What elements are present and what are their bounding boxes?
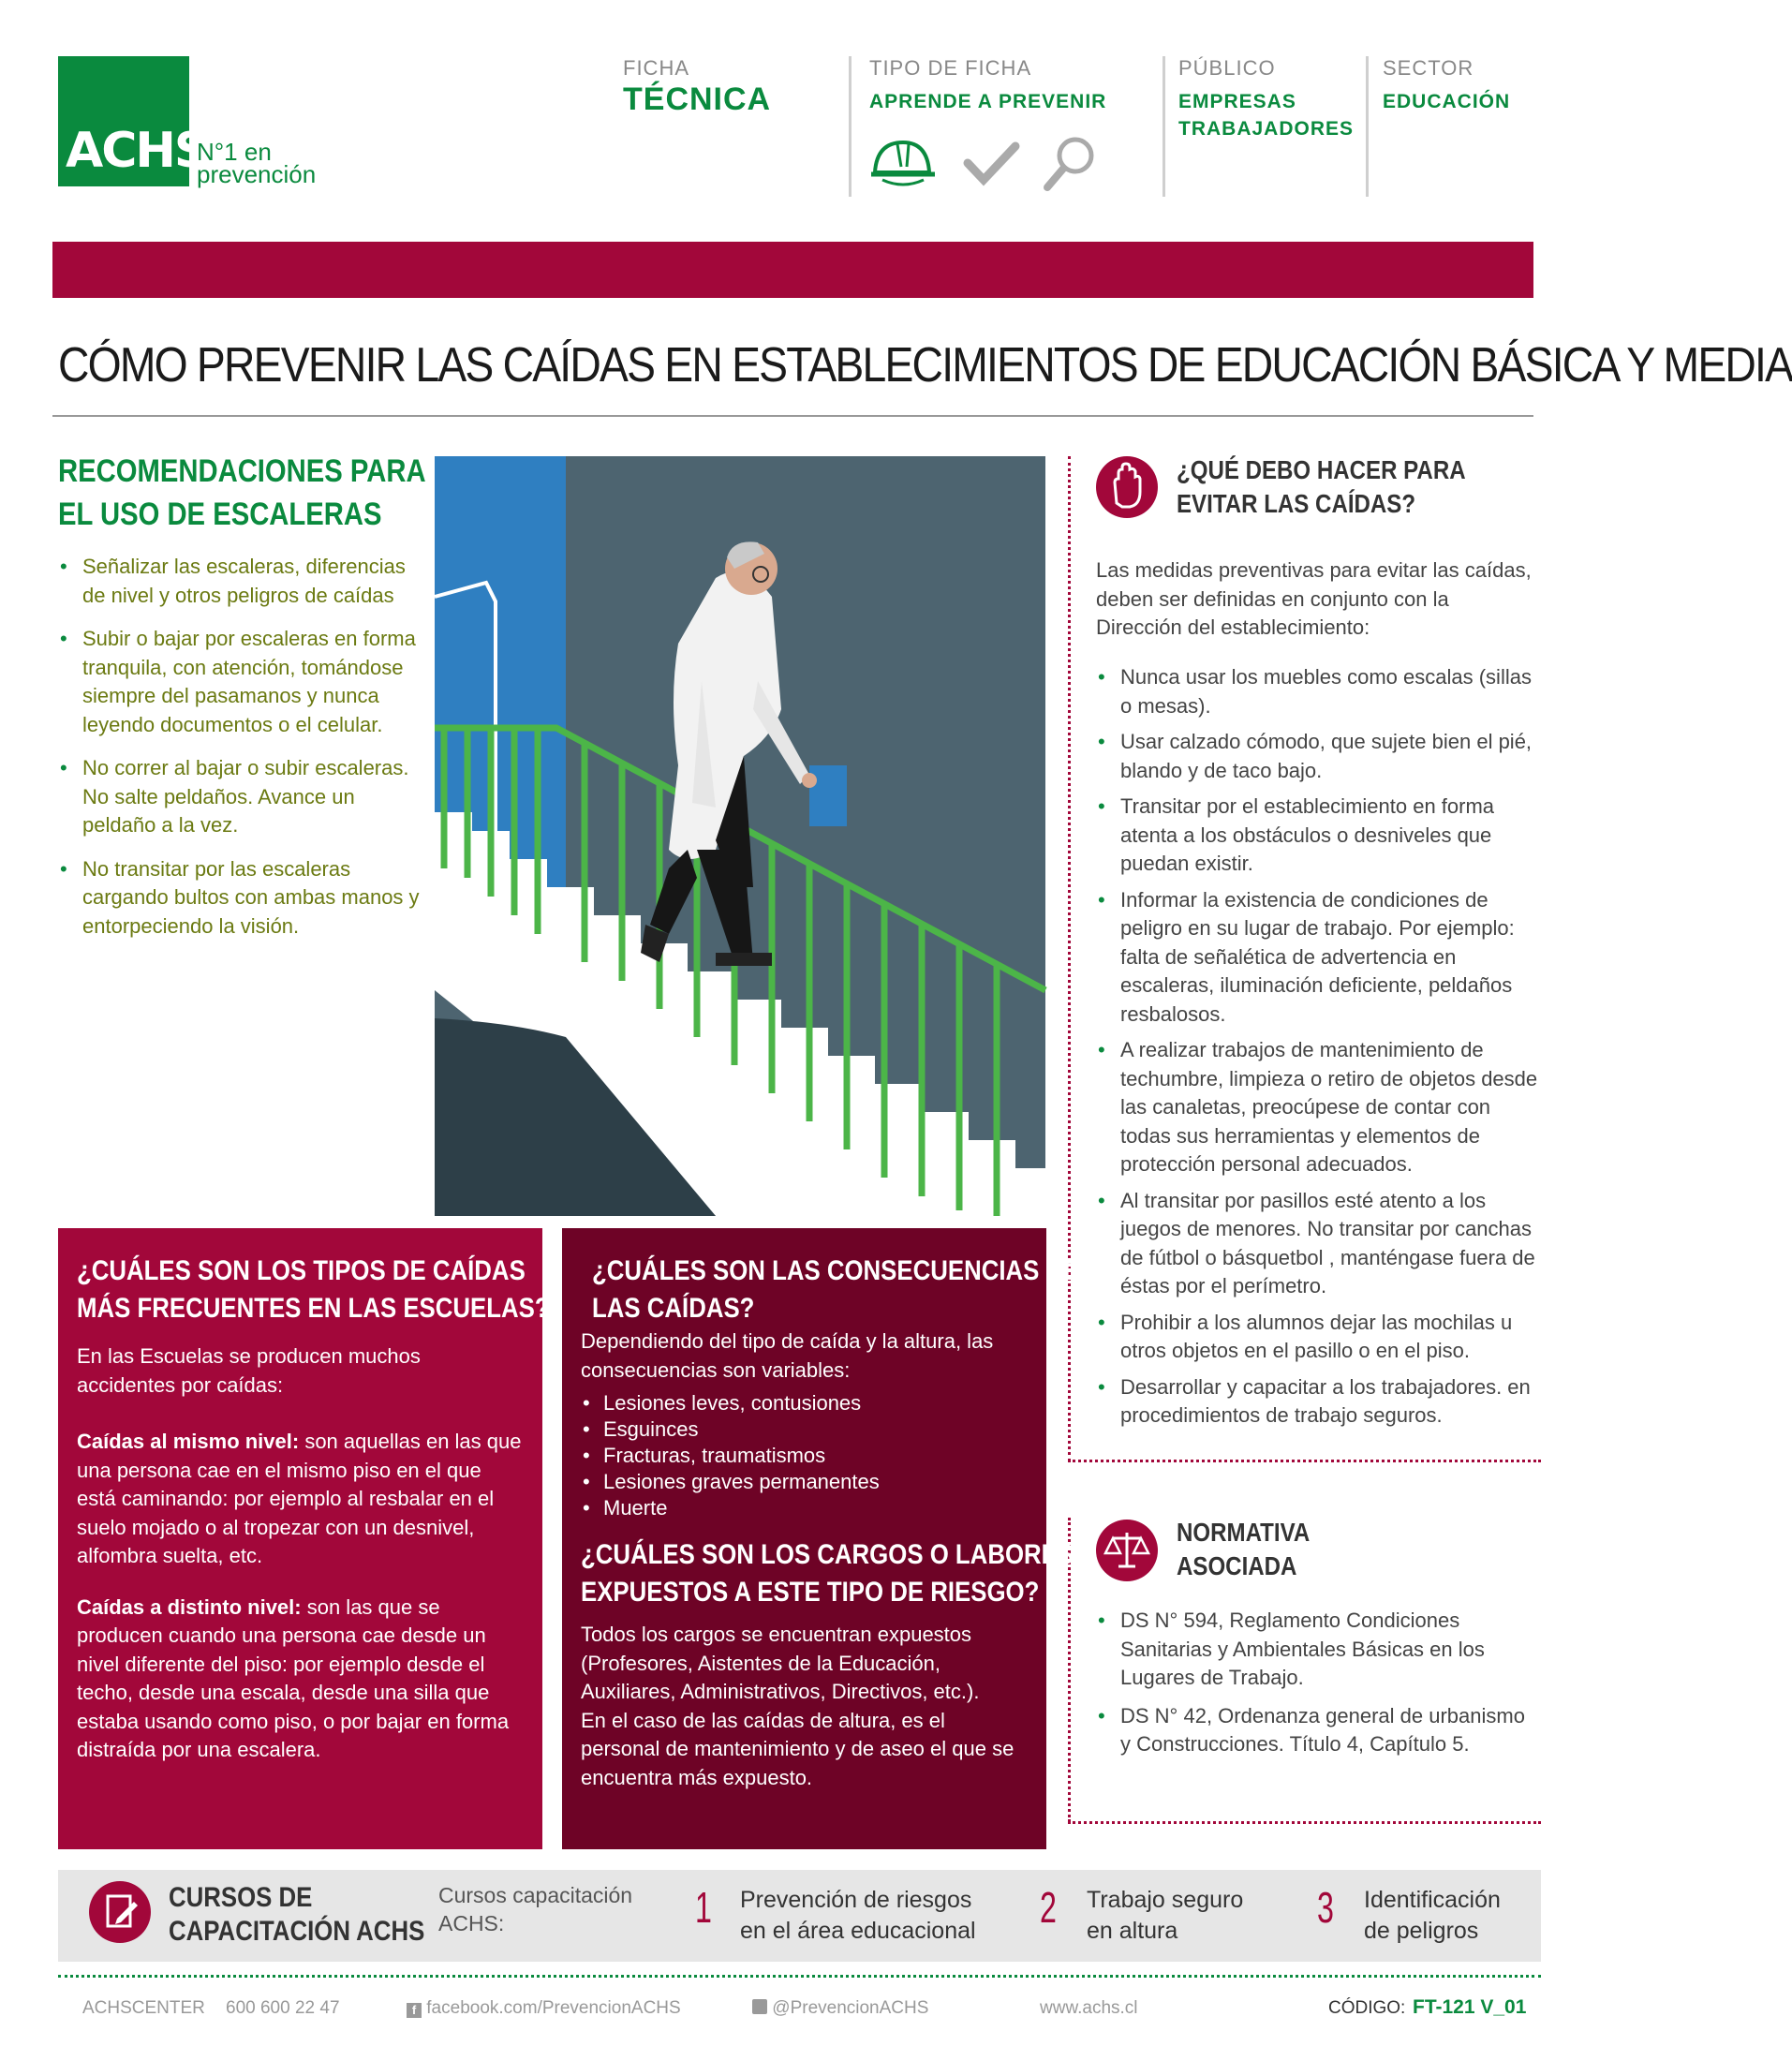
title-divider (52, 415, 1533, 417)
cargos-text: Todos los cargos se encuentran expuestos (Profesores, Aistentes de la Educación, Auxiliares, Administrativos, Directivos, etc.). (581, 1623, 980, 1703)
normativa-title: NORMATIVA ASOCIADA (1177, 1518, 1311, 1580)
list-item: • No transitar por las escaleras cargando bultos con ambas manos y entorpeciendo la visión. (58, 855, 423, 942)
header-tipo: TIPO DE FICHA APRENDE A PREVENIR (869, 56, 1107, 112)
header-divider (1366, 56, 1369, 197)
normativa-list (1096, 1607, 1536, 1769)
header-band (52, 242, 1533, 298)
logo-slogan: N°1 en prevención (197, 138, 317, 188)
list-item: • Desarrollar y capacitar a los trabajadores. en procedimientos de trabajo seguros. (1096, 1373, 1541, 1431)
list-item: • DS N° 42, Ordenanza general de urbanismo y Construcciones. Título 4, Capítulo 5. (1096, 1702, 1536, 1759)
list-item: • Informar la existencia de condiciones de peligro en su lugar de trabajo. Por ejemplo: falta de señalética de advertencia en escaleras, iluminación deficiente, peldaños resbalosos. (1096, 886, 1541, 1030)
que-hacer-intro: Las medidas preventivas para evitar las caídas, deben ser definidas en conjunto con la Dirección del establecimiento: (1096, 558, 1532, 639)
curso-item: Trabajo seguro en altura (1087, 1887, 1244, 1944)
list-item: • Nunca usar los muebles como escalas (sillas o mesas). (1096, 663, 1541, 720)
helmet-icon (871, 142, 935, 185)
list-item: • Muerte (581, 1495, 1016, 1521)
que-hacer-title: ¿QUÉ DEBO HACER PARA EVITAR LAS CAÍDAS? (1177, 455, 1466, 518)
tipos-intro: En las Escuelas se producen muchos accidentes por caídas: (77, 1344, 421, 1397)
list-item: • No correr al bajar o subir escaleras. No salte peldaños. Avance un peldaño a la vez. (58, 754, 423, 840)
section-border (1068, 1821, 1541, 1824)
header-publico: PÚBLICO EMPRESAS TRABAJADORES (1178, 56, 1355, 140)
recomendaciones-title: RECOMENDACIONES PARA EL USO DE ESCALERAS (58, 453, 426, 532)
cargos-text-2: En el caso de las caídas de altura, es el personal de mantenimiento y de aseo el que se encuentra más expuesto. (581, 1708, 1014, 1789)
achs-logo (58, 56, 208, 186)
list-item: • Lesiones graves permanentes (581, 1469, 1016, 1495)
tipos-title: ¿CUÁLES SON LOS TIPOS DE CAÍDAS MÁS FRECUENTES EN LAS ESCUELAS? (77, 1255, 550, 1324)
header-ficha: FICHA TÉCNICA (623, 56, 772, 117)
magnifier-icon (1047, 140, 1091, 187)
cargos-title: ¿CUÁLES SON LOS CARGOS O LABORES EXPUESTOS A ESTE TIPO DE RIESGO? (581, 1539, 1074, 1608)
list-item: • Esguinces (581, 1416, 1016, 1443)
check-icon (968, 146, 1015, 180)
cursos-title: CURSOS DE CAPACITACIÓN ACHS (169, 1882, 425, 1947)
recomendaciones-list (58, 553, 423, 956)
list-item: • DS N° 594, Reglamento Condiciones Sanitarias y Ambientales Básicas en los Lugares de Trabajo. (1096, 1607, 1536, 1693)
footer-center: ACHSCENTER (82, 1998, 205, 2018)
list-item: • Prohibir a los alumnos dejar las mochilas u otros objetos en el pasillo o en el piso. (1096, 1309, 1541, 1366)
footer-divider (58, 1975, 1541, 1978)
list-item: • Usar calzado cómodo, que sujete bien el pié, blando y de taco bajo. (1096, 728, 1541, 785)
footer-web[interactable]: www.achs.cl (1040, 1998, 1138, 2018)
scales-icon (1096, 1520, 1158, 1581)
header-divider (849, 56, 852, 197)
cursos-subtitle: Cursos capacitación ACHS: (438, 1883, 633, 1935)
list-item: • A realizar trabajos de mantenimiento de techumbre, limpieza o retiro de objetos desde las canaletas, preocúpese de contar con todas sus herramientas y elementos de protección personal adecuados. (1096, 1036, 1541, 1179)
consecuencias-list (581, 1390, 1016, 1521)
list-item: • Señalizar las escaleras, diferencias de nivel y otros peligros de caídas (58, 553, 423, 610)
footer-code-label: CÓDIGO: (1328, 1998, 1406, 2018)
footer-phone[interactable]: 600 600 22 47 (226, 1998, 340, 2018)
header-sector: SECTOR EDUCACIÓN (1383, 56, 1511, 112)
edit-document-icon (89, 1881, 151, 1943)
consecuencias-box (562, 1228, 1080, 1849)
consecuencias-intro: Dependiendo del tipo de caída y la altura, las consecuencias son variables: (581, 1329, 994, 1382)
twitter-icon (752, 1999, 767, 2014)
que-hacer-list (1096, 663, 1541, 1438)
logo-brand: ACHS (66, 123, 208, 179)
curso-number: 1 (695, 1883, 712, 1932)
tipos-distinto-nivel: Caídas a distinto nivel: son las que se producen cuando una persona cae desde un nivel diferente del piso: por ejemplo desde el techo, desde una escala, desde una silla que estaba usando como piso, o por bajar en forma distraída por una escalera. (77, 1594, 510, 1761)
header-divider (1163, 56, 1165, 197)
curso-item: Prevención de riesgos en el área educacional (740, 1887, 976, 1944)
tipos-mismo-nivel: Caídas al mismo nivel: son aquellas en las que una persona cae en el mismo piso en el que está caminando: por ejemplo al resbalar en el suelo mojado o al tropezar con un desnivel, alfombra suelta, etc. (77, 1430, 522, 1567)
footer-twitter[interactable]: @PrevencionACHS (752, 1998, 928, 2019)
page-title: CÓMO PREVENIR LAS CAÍDAS EN ESTABLECIMIENTOS DE EDUCACIÓN BÁSICA Y MEDIA (58, 338, 1792, 393)
list-item: • Al transitar por pasillos esté atento a los juegos de menores. No transitar por canchas de fútbol o básquetbol , manténgase fuera de éstas por el perímetro. (1096, 1187, 1541, 1301)
facebook-icon: f (407, 2003, 422, 2018)
header-icons (869, 131, 1113, 197)
list-item: • Lesiones leves, contusiones (581, 1390, 1016, 1416)
list-item: • Fracturas, traumatismos (581, 1443, 1016, 1469)
stairs-illustration (435, 456, 1045, 1216)
curso-number: 2 (1040, 1883, 1057, 1932)
stop-hand-icon (1096, 456, 1158, 518)
section-border (1068, 1460, 1541, 1462)
footer-facebook[interactable]: f facebook.com/PrevencionACHS (407, 1998, 681, 2019)
footer-code-value: FT-121 V_01 (1413, 1996, 1527, 2018)
list-item: • Subir o bajar por escaleras en forma tranquila, con atención, tomándose siempre del pasamanos y nunca leyendo documentos o el celular. (58, 625, 423, 739)
curso-item: Identificación de peligros (1364, 1887, 1501, 1944)
tipos-caidas-box (58, 1228, 550, 1849)
section-border (1068, 456, 1071, 1461)
curso-number: 3 (1317, 1883, 1334, 1932)
list-item: • Transitar por el establecimiento en forma atenta a los obstáculos o desniveles que puedan existir. (1096, 793, 1541, 879)
consecuencias-title: ¿CUÁLES SON LAS CONSECUENCIAS DE LAS CAÍDAS? (592, 1255, 1080, 1324)
